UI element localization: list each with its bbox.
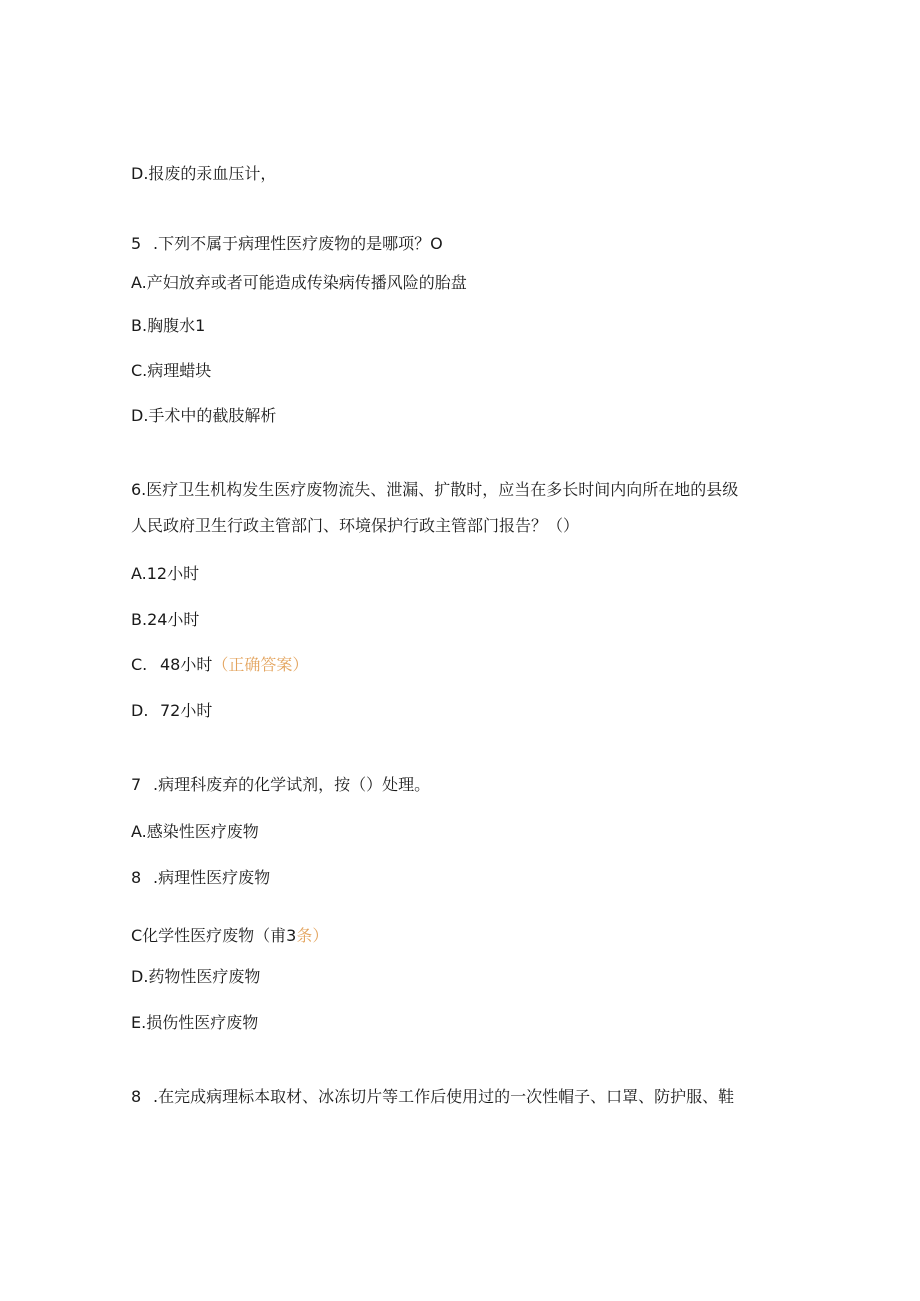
question-6-line-1: 6.医疗卫生机构发生医疗废物流失、泄漏、扩散时，应当在多长时间内向所在地的县级	[131, 480, 739, 499]
q6-option-c	[131, 655, 308, 675]
q5-option-b: B.胸腹水1	[131, 316, 206, 335]
option-label: C.	[131, 655, 148, 674]
annotation-mark: 条）	[296, 926, 329, 945]
q7-option-d: D.药物性医疗废物	[131, 967, 261, 986]
option-d-previous: D.报废的汞血压计，	[131, 164, 277, 183]
q6-option-d	[131, 701, 212, 721]
option-text: C化学性医疗废物（甫3	[131, 926, 297, 945]
q6-option-a: A.12小时	[131, 564, 200, 583]
option-label: D.	[131, 701, 149, 720]
option-text: 72小时	[160, 701, 213, 720]
option-text: .病理性医疗废物	[153, 868, 271, 887]
question-7	[131, 775, 430, 795]
question-5	[131, 234, 443, 254]
question-8	[131, 1087, 734, 1107]
question-text: .在完成病理标本取材、冰冻切片等工作后使用过的一次性帽子、口罩、防护服、鞋	[153, 1087, 735, 1106]
question-6-line-2: 人民政府卫生行政主管部门、环境保护行政主管部门报告？（）	[131, 516, 580, 535]
q7-option-b	[131, 868, 270, 888]
correct-answer-mark: （正确答案）	[212, 655, 309, 674]
q6-option-b: B.24小时	[131, 610, 200, 629]
question-text: .下列不属于病理性医疗废物的是哪项？O	[153, 234, 443, 253]
q5-option-d: D.手术中的截肢解析	[131, 406, 277, 425]
option-text: 48小时	[160, 655, 213, 674]
q7-option-a: A.感染性医疗废物	[131, 822, 259, 841]
question-number: 8	[131, 1087, 142, 1106]
q7-option-c	[131, 926, 328, 946]
option-label: 8	[131, 868, 142, 887]
question-number: 5	[131, 234, 142, 253]
q5-option-a: A.产妇放弃或者可能造成传染病传播风险的胎盘	[131, 273, 467, 292]
question-number: 7	[131, 775, 142, 794]
question-text: .病理科废弃的化学试剂，按（）处理。	[153, 775, 431, 794]
q5-option-c: C.病理蜡块	[131, 361, 212, 380]
q7-option-e: E.损伤性医疗废物	[131, 1013, 259, 1032]
